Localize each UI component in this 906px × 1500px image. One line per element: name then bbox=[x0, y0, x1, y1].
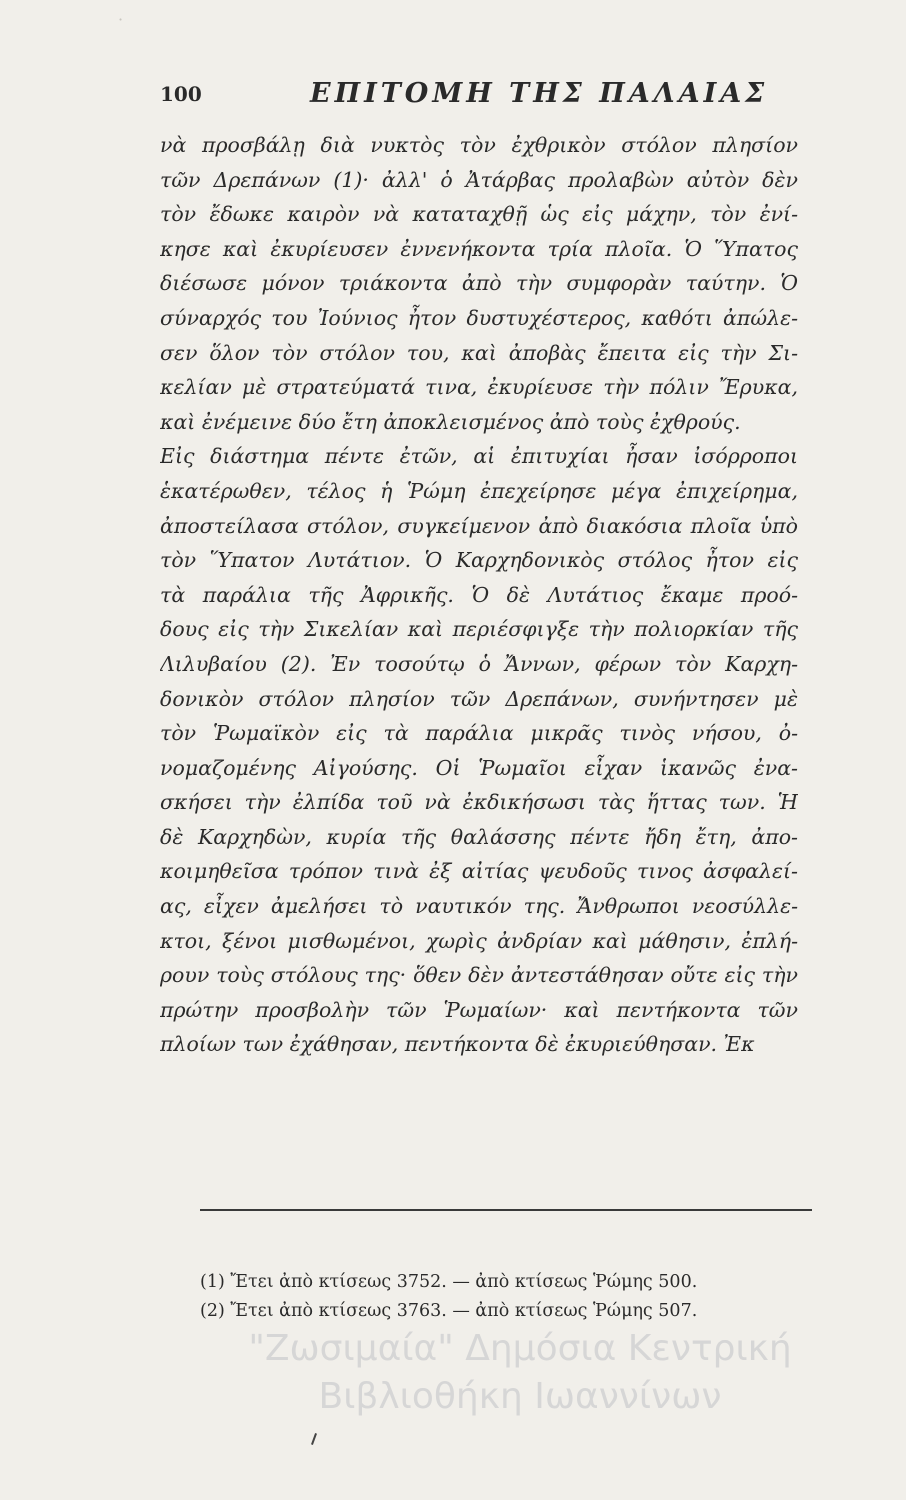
text-line: Λιλυβαίου (2). Ἐν τοσούτῳ ὁ Ἄννων, φέρων τὸν Καρχη- bbox=[160, 651, 798, 676]
text-line: διέσωσε μόνον τριάκοντα ἀπὸ τὴν συμφορὰν ταύτην. Ὁ bbox=[160, 271, 798, 296]
text-line: κελίαν μὲ στρατεύματά τινα, ἐκυρίευσε τὴν πόλιν Ἔρυκα, bbox=[160, 375, 798, 400]
text-line: τὸν ἔδωκε καιρὸν νὰ καταταχθῇ ὡς εἰς μάχην, τὸν ἐνί- bbox=[160, 202, 798, 227]
text-line: πλοίων των ἐχάθησαν, πεντήκοντα δὲ ἐκυριεύθησαν. Ἐκ bbox=[160, 1032, 755, 1057]
watermark-line-1: "Ζωσιμαία" Δημόσια Κεντρική bbox=[248, 1328, 792, 1369]
ink-stain: · bbox=[118, 10, 124, 29]
text-line: δὲ Καρχηδὼν, κυρία τῆς θαλάσσης πέντε ἤδη ἔτη, ἀπο- bbox=[160, 824, 798, 849]
text-line: δους εἰς τὴν Σικελίαν καὶ περιέσφιγξε τὴν πολιορκίαν τῆς bbox=[160, 617, 798, 642]
text-line: σύναρχός του Ἰούνιος ἦτον δυστυχέστερος, καθότι ἀπώλε- bbox=[160, 305, 798, 330]
text-line: κτοι, ξένοι μισθωμένοι, χωρὶς ἀνδρίαν καὶ μάθησιν, ἐπλή- bbox=[160, 928, 798, 953]
text-line: τὸν Ὕπατον Λυτάτιον. Ὁ Καρχηδονικὸς στόλος ἦτον εἰς bbox=[160, 548, 798, 573]
text-line: Εἰς διάστημα πέντε ἐτῶν, αἱ ἐπιτυχίαι ἦσαν ἰσόρροποι bbox=[160, 444, 798, 469]
text-line: ἀποστείλασα στόλον, συγκείμενον ἀπὸ διακόσια πλοῖα ὑπὸ bbox=[160, 513, 798, 538]
footnote-1: (1) Ἔτει ἀπὸ κτίσεως 3752. — ἀπὸ κτίσεως Ῥώμης 500. bbox=[200, 1272, 698, 1292]
text-line: κησε καὶ ἐκυρίευσεν ἐννενήκοντα τρία πλοῖα. Ὁ Ὕπατος bbox=[160, 236, 798, 261]
body-text bbox=[160, 128, 798, 1062]
text-line: ας, εἶχεν ἀμελήσει τὸ ναυτικόν της. Ἄνθρωποι νεοσύλλε- bbox=[160, 894, 798, 919]
text-line: τὸν Ῥωμαϊκὸν εἰς τὰ παράλια μικρᾶς τινὸς νήσου, ὀ- bbox=[160, 721, 798, 746]
pen-mark bbox=[311, 1433, 317, 1445]
page-header bbox=[160, 78, 800, 108]
text-line: καὶ ἐνέμεινε δύο ἔτη ἀποκλεισμένος ἀπὸ τοὺς ἐχθρούς. bbox=[160, 409, 741, 434]
text-line: δονικὸν στόλον πλησίον τῶν Δρεπάνων, συνήντησεν μὲ bbox=[160, 686, 798, 711]
text-line: σεν ὅλον τὸν στόλον του, καὶ ἀποβὰς ἔπειτα εἰς τὴν Σι- bbox=[160, 340, 798, 365]
footnotes bbox=[200, 1268, 820, 1326]
footnote-divider bbox=[200, 1209, 812, 1211]
text-line: νὰ προσβάλῃ διὰ νυκτὸς τὸν ἐχθρικὸν στόλον πλησίον bbox=[160, 133, 798, 157]
text-line: ἑκατέρωθεν, τέλος ἡ Ῥώμη ἐπεχείρησε μέγα ἐπιχείρημα, bbox=[160, 478, 798, 503]
text-line: νομαζομένης Αἰγούσης. Οἱ Ῥωμαῖοι εἶχαν ἱκανῶς ἐνα- bbox=[160, 755, 798, 780]
library-watermark bbox=[150, 1325, 890, 1421]
page-number: 100 bbox=[160, 82, 202, 106]
text-line: πρώτην προσβολὴν τῶν Ῥωμαίων· καὶ πεντήκοντα τῶν bbox=[160, 997, 798, 1022]
text-line: τὰ παράλια τῆς Ἀφρικῆς. Ὁ δὲ Λυτάτιος ἔκαμε προό- bbox=[160, 582, 798, 607]
text-line: τῶν Δρεπάνων (1)· ἀλλ' ὁ Ἀτάρβας προλαβὼν αὐτὸν δὲν bbox=[160, 167, 798, 192]
footnote-2: (2) Ἔτει ἀπὸ κτίσεως 3763. — ἀπὸ κτίσεως Ῥώμης 507. bbox=[200, 1301, 698, 1321]
text-line: ρουν τοὺς στόλους της· ὅθεν δὲν ἀντεστάθησαν οὔτε εἰς τὴν bbox=[160, 963, 798, 988]
running-title: ΕΠΙΤΟΜΗ ΤΗΣ ΠΑΛΑΙΑΣ bbox=[310, 78, 769, 109]
text-line: κοιμηθεῖσα τρόπον τινὰ ἐξ αἰτίας ψευδοῦς τινος ἀσφαλεί- bbox=[160, 859, 798, 884]
watermark-line-2: Βιβλιοθήκη Ιωαννίνων bbox=[318, 1376, 722, 1417]
text-line: σκήσει τὴν ἐλπίδα τοῦ νὰ ἐκδικήσωσι τὰς ἥττας των. Ἡ bbox=[160, 790, 798, 815]
